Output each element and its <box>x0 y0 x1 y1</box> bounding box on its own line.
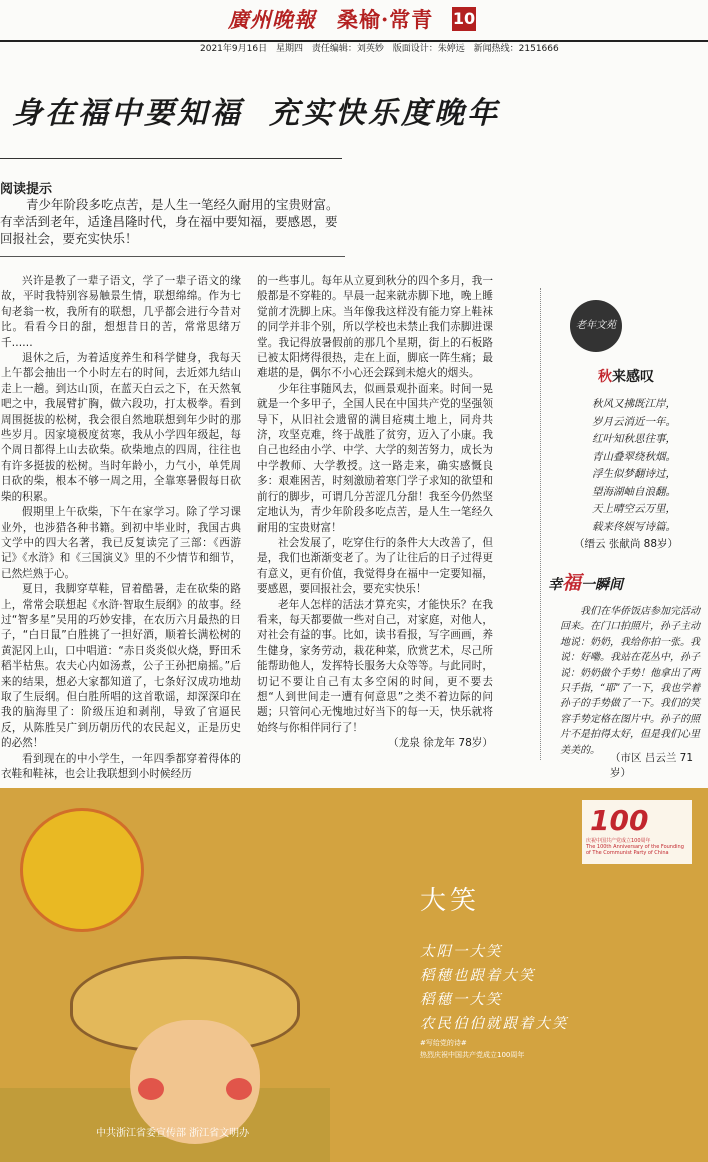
reading-tip-text: 青少年阶段多吃点苦，是人生一笔经久耐用的宝贵财富。有幸活到老年，适逢昌隆时代，身在福中要知福，要感恩，要回报社会，要充实快乐！ <box>0 197 339 246</box>
main-headline <box>12 88 526 132</box>
paragraph: 假期里上午砍柴，下午在家学习。除了学习课业外，也涉猎各种书籍。到初中毕业时，我国古典文学中的四大名著，我已反复读完了三部：《西游记》《水浒》和《三国演义》里的不少情节和细节，已然烂熟于心。 <box>1 506 241 580</box>
news-hotline: 新闻热线：2151666 <box>473 44 559 54</box>
poster-banner <box>0 788 708 1162</box>
banner-poem-line: 农民伯伯就跟着大笑 <box>420 1016 569 1032</box>
banner-poem-line: 太阳一大笑 <box>420 944 503 960</box>
banner-subtitle: 热烈庆祝中国共产党成立100周年 <box>420 1051 525 1059</box>
heading-accent: 福 <box>562 572 582 594</box>
headline-part-1: 身在福中要知福 <box>12 96 243 131</box>
centenary-logo <box>582 800 692 864</box>
poem-line: 载来佟娱写诗篇。 <box>592 520 676 533</box>
column-divider <box>540 288 541 760</box>
poem-line: 天上晴空云万里， <box>592 503 676 515</box>
happiness-moment-heading <box>548 568 623 595</box>
poem-banner-title: 大笑 <box>420 886 481 916</box>
newspaper-logo: 廣州晚報 <box>228 7 316 32</box>
heading-part-2: 一瞬间 <box>581 577 624 593</box>
poem-body <box>592 396 708 536</box>
literary-column-badge <box>570 300 622 352</box>
poem-title-rest: 来感叹 <box>612 369 654 385</box>
banner-hashtag: #写给党的诗# <box>420 1039 467 1047</box>
paragraph: 的一些事儿。每年从立夏到秋分的四个多月，我一般都是不穿鞋的。早晨一起来就赤脚下地，晚上睡觉前才洗脚上床。当年像我这样没有能力穿上鞋袜的同学并非个别，所以学校也未禁止我们赤脚进课堂。我记得放暑假前的那几个星期，街上的石板路已被太阳烤得很热，走在上面，脚底一阵生痛；最难堪的是，偶尔不小心还会踩到未熄火的烟头。 <box>257 275 493 380</box>
cheek <box>138 1078 164 1100</box>
paragraph: 社会发展了，吃穿住行的条件大大改善了，但是，我们也渐渐变老了。为了让往后的日子过得更有意义，更有价值，我觉得身在福中一定要知福，要感恩，要回报社会，要充实快乐！ <box>257 536 493 596</box>
section-title: 桑榆·常青 <box>337 7 434 32</box>
headline-part-2: 充实快乐度晚年 <box>269 96 500 131</box>
reading-tip-label: 阅读提示 <box>0 182 53 197</box>
poem-line: 红叶知秋思往事， <box>592 433 676 445</box>
masthead <box>0 0 708 44</box>
story-author: （市区 吕云兰 71岁） <box>610 752 694 779</box>
cheek <box>226 1078 252 1100</box>
centenary-caption <box>586 838 690 856</box>
article-column-2 <box>257 274 493 752</box>
centenary-number: 100 <box>590 804 649 837</box>
divider <box>0 158 342 159</box>
issue-date: 2021年9月16日 <box>200 44 268 54</box>
happiness-story: 我们在华侨饭店参加完活动回来。在门口拍照片，孙子主动地说：奶奶，我给你拍一张。我说：好嘞。我站在花丛中，孙子说：奶奶做个手势！他拿出了两只手指，“耶”了一下，我也学着孙子的手势做了一下。我们的笑容手势定格在图片中。孙子的照片不是拍得太好，但是我们心里美美的。 <box>560 606 701 756</box>
poem-title <box>598 366 654 386</box>
paragraph: 兴许是教了一辈子语文，学了一辈子语文的缘故，平时我特别容易触景生情，联想绵绵。作为七旬老翁一枚，我所有的联想，几乎都会进行今昔对比。看看今日的甜，想想昔日的苦，常常思绪万千…… <box>1 275 241 349</box>
paragraph: 老年人怎样的活法才算充实，才能快乐？在我看来，每天都要做一些对自己，对家庭，对他人，对社会有益的事。比如，读书看报，写字画画，养生健身，家务劳动，栽花种菜，欣赏艺术，尽己所能帮助他人，发挥特长服务大众等等。与此同时，切记不要让自己有太多空闲的时间，更不要去想“人到世间走一遭有何意思”之类不着边际的问题；只管问心无愧地过好当下的每一天，快乐就将始终与你相伴同行了！ <box>257 598 493 734</box>
divider <box>0 256 345 257</box>
poem-line: 望海湖岫自浪翻。 <box>592 485 676 498</box>
layout-designer: 版面设计：朱婷远 <box>392 44 465 54</box>
poem-author: （缙云 张献尚 88岁） <box>574 538 679 550</box>
centenary-caption-en: The 100th Anniversary of the Founding of The Communist Party of China <box>586 844 684 856</box>
banner-poem-line: 稻穗也跟着大笑 <box>420 968 536 984</box>
quill-icon: 老年文苑 <box>570 300 622 352</box>
article-author: （龙泉 徐龙年 78岁） <box>388 737 493 750</box>
page-number: 10 <box>452 7 476 31</box>
poem-line: 秋风又拂既江岸， <box>592 398 676 410</box>
issue-info-line <box>0 40 708 54</box>
paragraph: 少年往事随风去，似画景观扑面来。时间一晃就是一个多甲子，全国人民在中国共产党的坚强领导下，从旧社会遗留的满目疮痍土地上，同舟共济，攻坚克难，终于战胜了贫穷，迈入了小康。我自己也经由小学、中学、大学的刻苦努力，成长为中学教师、大学教授。这一路走来，确实感慨良多：艰难困苦，时刻激励着寒门学子求知的欲望和前行的脚步，可谓几分苦涩几分甜！我至今仍然坚定地认为，青少年阶段多吃点苦，是人生一笔经久耐用的宝贵财富！ <box>257 382 493 534</box>
responsible-editor: 责任编辑：刘英妙 <box>311 44 384 54</box>
centenary-caption-cn: 庆祝中国共产党成立100周年 <box>586 838 651 844</box>
banner-poem-line: 稻穗一大笑 <box>420 992 503 1008</box>
paragraph: 看到现在的中小学生，一年四季都穿着得体的衣鞋和鞋袜，也会让我联想到小时候经历 <box>1 752 241 780</box>
heading-part-1: 幸 <box>548 577 562 593</box>
issue-weekday: 星期四 <box>275 44 303 54</box>
paragraph: 退休之后，为着适度养生和科学健身，我每天上午都会抽出一个小时左右的时间，去近郊九结山走上一趟。到达山顶，在蓝天白云之下，在天然氧吧之中，我展臂扩胸，做六段功，打太极拳。看到周围挺拔的松树，我会很自然地联想到年少时的那些岁月。因家境极度贫寒，我从小学四年级起，每个周日都得上山去砍柴。砍柴地点的四周，往往也有许多挺拔的松树。当时年龄小，力气小，单凭周日砍的柴，根本不够一周之用，全靠寒暑假每日砍柴的积累。 <box>1 352 241 503</box>
poem-line: 岁月云消近一年。 <box>592 415 676 428</box>
paragraph: 夏日，我脚穿草鞋，冒着酷暑，走在砍柴的路上，常常会联想起《水浒·智取生辰纲》的故事。经过“智多星”吴用的巧妙安排，在农历六月最热的日子，“白日鼠”白胜挑了一担好酒，顺着长满松树的黄泥冈上山，口中唱道：“赤日炎炎似火烧，野田禾稻半枯焦。农夫心内如汤煮，公子王孙把扇摇。”后来的结果，想必大家都知道了，七条好汉成功地劫取了生辰纲。但白胜所唱的这首歌谣，却深深印在我的脑海里了：阶级压迫和剥削，导致了官逼民反，从陈胜吴广到历朝历代的农民起义，正是历史的必然！ <box>1 583 241 750</box>
article-column-1 <box>1 274 241 782</box>
banner-credit: 中共浙江省委宣传部 浙江省文明办 <box>96 1128 250 1139</box>
poem-line: 青山叠翠绕秋烟。 <box>592 450 676 463</box>
sun-illustration <box>20 808 144 932</box>
poem-line: 浮生似梦翻诗过， <box>592 468 676 480</box>
poem-title-accent: 秋 <box>598 369 612 385</box>
